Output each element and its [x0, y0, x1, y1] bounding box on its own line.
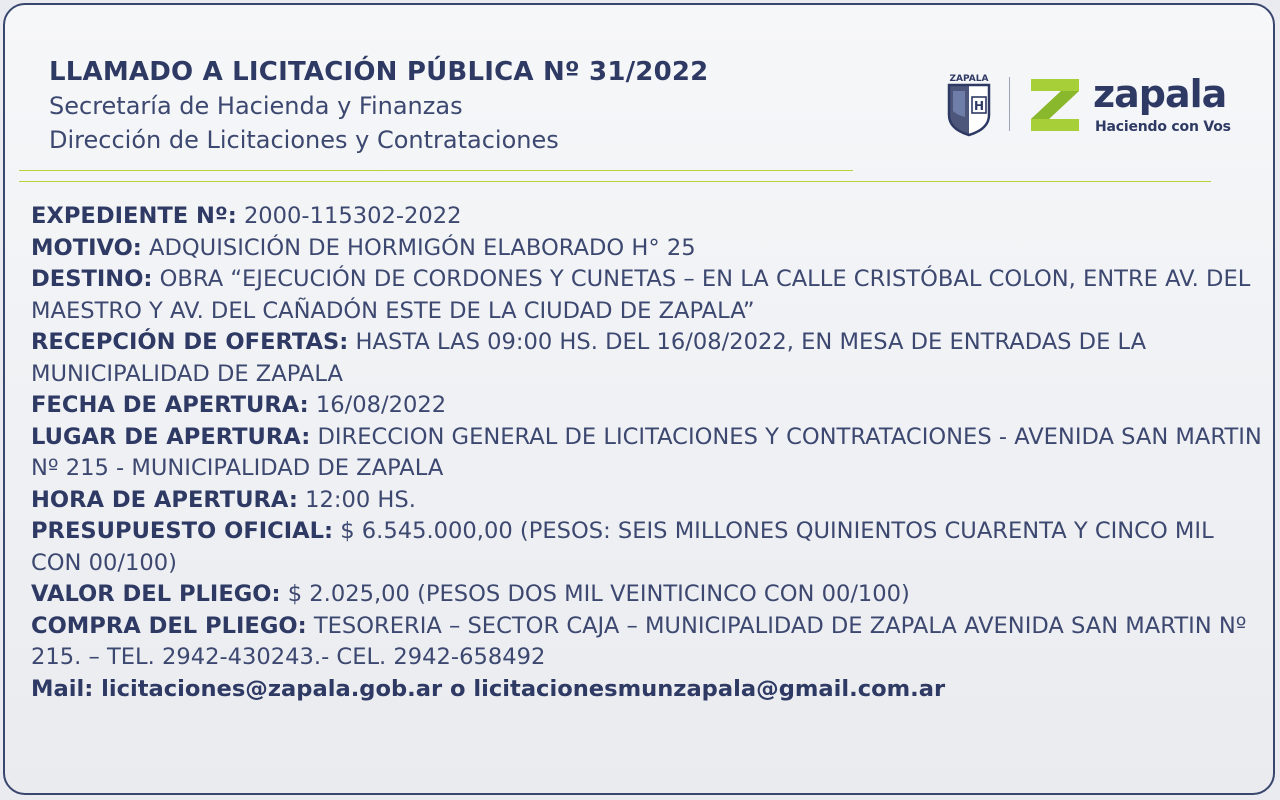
field-value: DIRECCION GENERAL DE LICITACIONES Y CONTRATACIONES - AVENIDA SAN MARTIN Nº 215 - MUNICIPALIDAD DE ZAPALA: [31, 423, 1262, 481]
brand-tagline: Haciendo con Vos: [1095, 119, 1231, 135]
field-label: FECHA DE APERTURA:: [31, 392, 309, 418]
notice-header: [49, 55, 909, 157]
field-compra-pliego: [31, 611, 1271, 674]
field-recepcion: [31, 327, 1271, 390]
field-value: ADQUISICIÓN DE HORMIGÓN ELABORADO H° 25: [149, 234, 696, 261]
field-label: MOTIVO:: [31, 234, 142, 261]
direccion-subtitle: Dirección de Licitaciones y Contrataciones: [49, 126, 559, 154]
field-valor-pliego: [31, 579, 1271, 611]
field-value: 2000-115302-2022: [243, 203, 462, 229]
field-value: 12:00 HS.: [305, 486, 416, 513]
field-expediente: [31, 201, 1271, 233]
notice-title: LLAMADO A LICITACIÓN PÚBLICA Nº 31/2022: [49, 57, 709, 87]
field-fecha-apertura: [31, 390, 1271, 422]
field-label: HORA DE APERTURA:: [31, 486, 298, 513]
field-value: $ 2.025,00 (PESOS DOS MIL VEINTICINCO CON 00/100): [287, 581, 910, 607]
logo-separator: [1009, 77, 1010, 131]
header-divider-short: [19, 170, 853, 171]
zapala-z-icon: [1025, 73, 1085, 135]
field-value: $ 6.545.000,00 (PESOS: SEIS MILLONES QUINIENTOS CUARENTA Y CINCO MIL CON 00/100): [31, 518, 1214, 576]
field-value: TESORERIA – SECTOR CAJA – MUNICIPALIDAD DE ZAPALA AVENIDA SAN MARTIN Nº 215. – TEL. 2942-430243.- CEL. 2942-658492: [31, 612, 1247, 670]
field-value: OBRA “EJECUCIÓN DE CORDONES Y CUNETAS – EN LA CALLE CRISTÓBAL COLON, ENTRE AV. DEL MAESTRO Y AV. DEL CAÑADÓN ESTE DE LA CIUDAD DE ZAPALA”: [31, 266, 1251, 324]
field-label: RECEPCIÓN DE OFERTAS:: [31, 329, 349, 355]
field-value: 16/08/2022: [315, 392, 447, 418]
contact-mail: Mail: licitaciones@zapala.gob.ar o licitacionesmunzapala@gmail.com.ar: [31, 675, 946, 702]
field-value: HASTA LAS 09:00 HS. DEL 16/08/2022, EN MESA DE ENTRADAS DE LA MUNICIPALIDAD DE ZAPALA: [31, 329, 1147, 387]
brand-logos: [945, 71, 1245, 143]
field-label: COMPRA DEL PLIEGO:: [31, 612, 307, 639]
secretaria-subtitle: Secretaría de Hacienda y Finanzas: [49, 92, 463, 120]
field-motivo: [31, 233, 1271, 265]
field-destino: [31, 264, 1271, 327]
notice-body: [31, 201, 1271, 705]
field-label: DESTINO:: [31, 266, 153, 292]
brand-wordmark: zapala: [1093, 72, 1227, 116]
field-lugar-apertura: [31, 422, 1271, 485]
notice-card: [3, 3, 1275, 795]
field-label: VALOR DEL PLIEGO:: [31, 581, 281, 607]
field-hora-apertura: [31, 485, 1271, 517]
svg-text:H: H: [973, 99, 985, 113]
field-label: EXPEDIENTE Nº:: [31, 203, 237, 229]
field-presupuesto: [31, 516, 1271, 579]
field-label: PRESUPUESTO OFICIAL:: [31, 518, 334, 544]
svg-text:ZAPALA: ZAPALA: [949, 74, 989, 84]
header-divider-long: [19, 181, 1211, 182]
zapala-crest-icon: [945, 71, 993, 137]
field-label: LUGAR DE APERTURA:: [31, 423, 311, 450]
